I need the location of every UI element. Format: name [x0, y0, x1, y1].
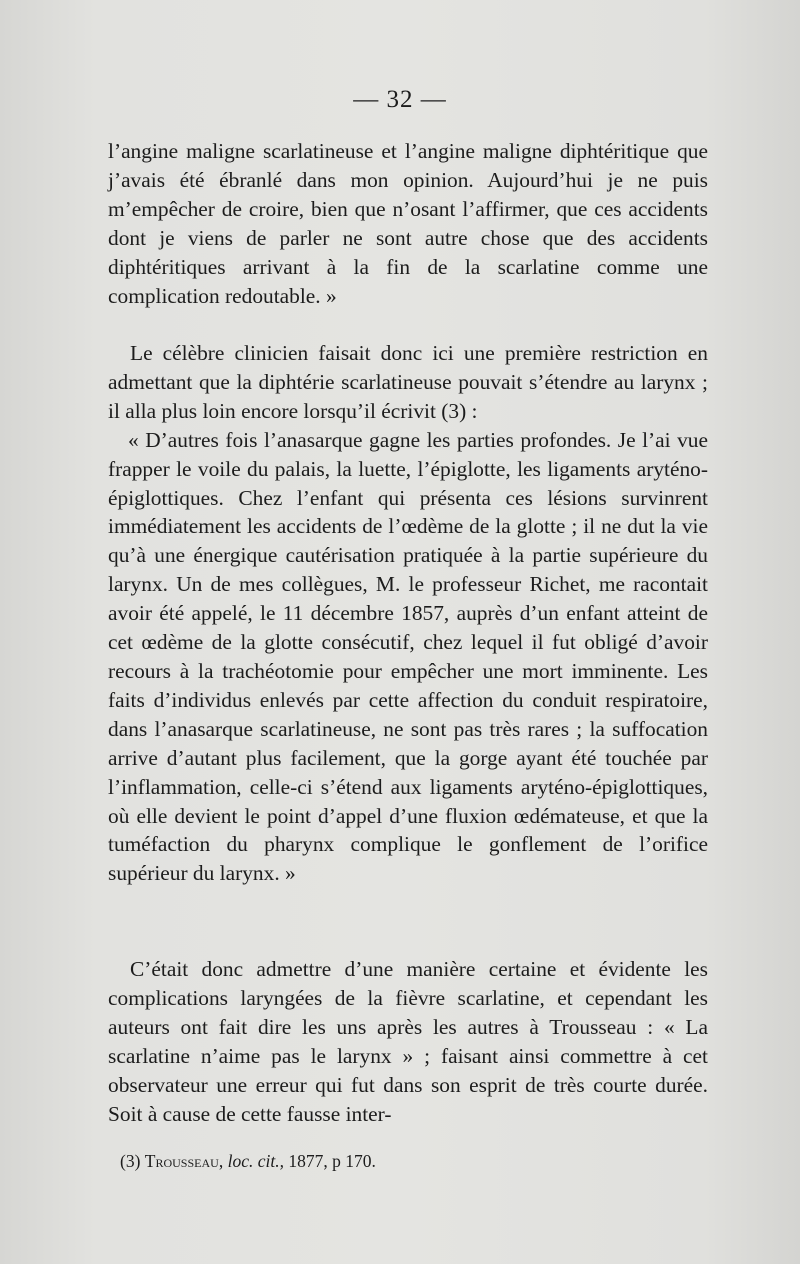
footnote [120, 1150, 376, 1172]
paragraph-continuation [108, 137, 708, 310]
page-number: — 32 — [353, 86, 447, 113]
footnote-reference: loc. cit., [227, 1151, 284, 1171]
paragraph-4: C’était donc admettre d’une manière certaine et évidente les complications laryngées de la fièvre scarlatine, et cependant les auteurs ont fait dire les uns après les autres à Trousseau : « La scarlatine n’aime pas le larynx » ; faisant ainsi commettre à cet observateur une erreur qui fut dans son esprit de très courte durée. Soit à cause de cette fausse inter- [108, 957, 708, 1126]
paragraph-1: l’angine maligne scarlatineuse et l’angine maligne diphtéritique que j’avais été ébranlé dans mon opinion. Aujourd’hui je ne puis m’empêcher de croire, bien que n’osant l’affirmer, que ces accidents dont je viens de parler ne sont autre chose que des accidents diphtéritiques arrivant à la fin de la scarlatine comme une complication redoutable. » [108, 139, 708, 308]
paragraph-2: Le célèbre clinicien faisait donc ici une première restriction en admettant que la diphtérie scarlatineuse pouvait s’étendre au larynx ; il alla plus loin encore lorsqu’il écrivit (3) : [108, 341, 708, 423]
paragraph-group [108, 339, 708, 888]
footnote-author: Trousseau, [144, 1151, 224, 1171]
paragraph-3-quote: « D’autres fois l’anasarque gagne les parties profondes. Je l’ai vue frapper le voile du palais, la luette, l’épiglotte, les ligaments aryténo-épiglottiques. Chez l’enfant qui présenta ces lésions survinrent immédiatement les accidents de l’œdème de la glotte ; il ne dut la vie qu’à une énergique cautérisation pratiquée à la partie supérieure du larynx. Un de mes collègues, M. le professeur Richet, me racontait avoir été appelé, le 11 décembre 1857, auprès d’un enfant atteint de cet œdème de la glotte consécutif, chez lequel il fut obligé d’avoir recours à la trachéotomie pour empêcher une mort imminente. Les faits d’individus enlevés par cette affection du conduit respiratoire, dans l’anasarque scarlatineuse, ne sont pas très rares ; la suffocation arrive d’autant plus facilement, que la gorge ayant été touchée par l’inflammation, celle-ci s’étend aux ligaments aryténo-épiglottiques, où elle devient le point d’appel d’une fluxion œdémateuse, et que la tuméfaction du pharynx complique le gonflement de l’orifice supérieur du larynx. » [108, 427, 708, 886]
footnote-details: 1877, p 170. [288, 1151, 376, 1171]
paragraph-final [108, 955, 708, 1128]
footnote-number: (3) [120, 1151, 141, 1171]
